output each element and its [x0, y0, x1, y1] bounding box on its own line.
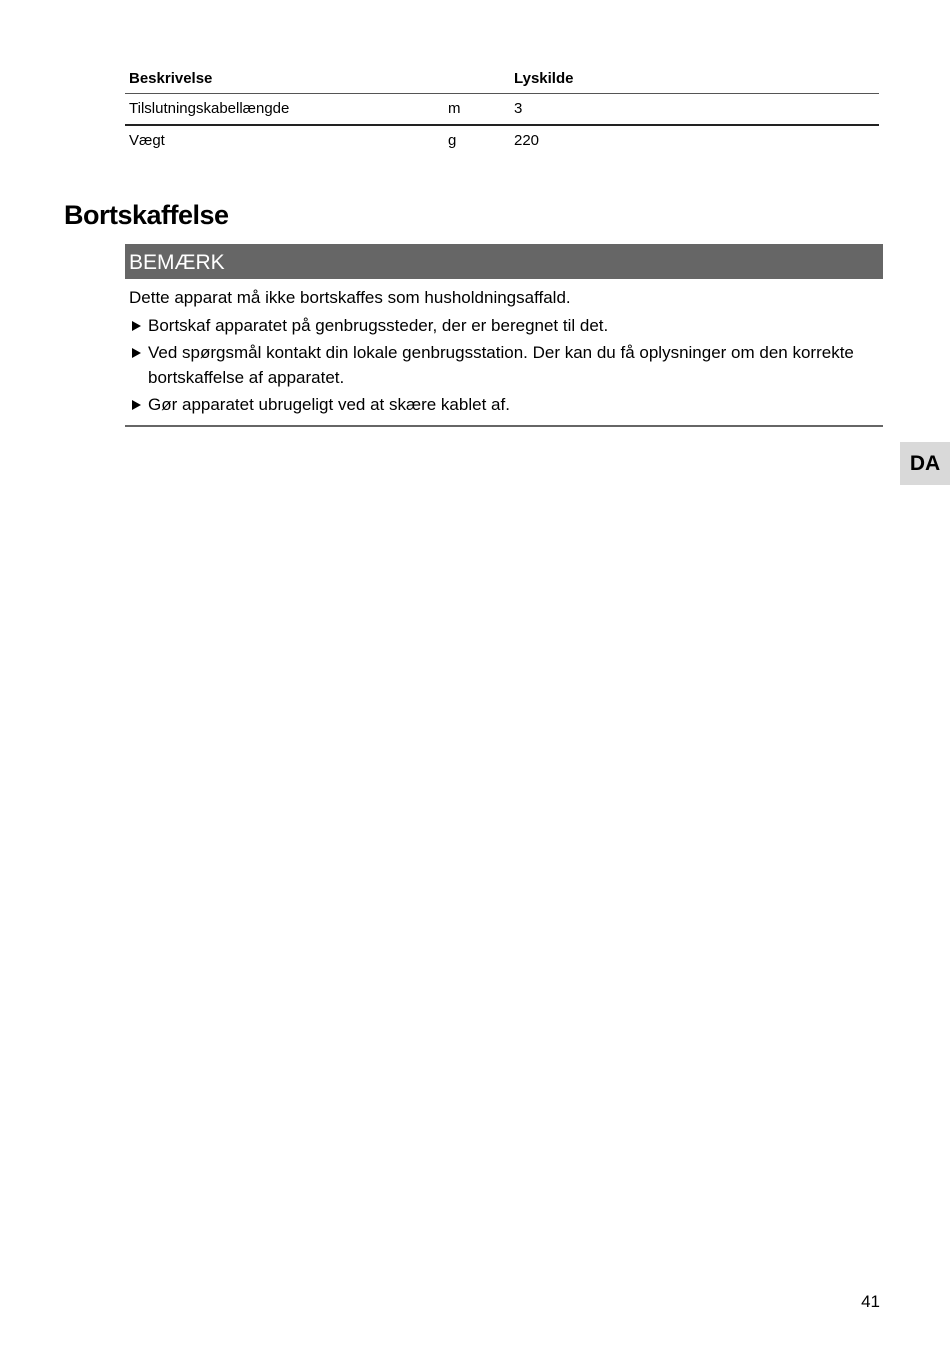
language-tab: DA: [900, 442, 950, 485]
list-item: [125, 313, 883, 338]
row-unit: g: [448, 132, 457, 149]
header-description: Beskrivelse: [129, 70, 213, 87]
list-item-text: Gør apparatet ubrugeligt ved at skære kablet af.: [148, 395, 510, 414]
row-value: 220: [514, 132, 540, 149]
bullet-arrow-icon: [132, 321, 141, 331]
page-number: 41: [861, 1292, 880, 1311]
row-description: Vægt: [129, 132, 165, 149]
notice-header: BEMÆRK: [125, 244, 883, 279]
list-item-text: Ved spørgsmål kontakt din lokale genbrugsstation. Der kan du få oplysninger om den korrekte bortskaffelse af apparatet.: [148, 343, 854, 387]
list-item: [125, 392, 883, 417]
list-item: [125, 340, 883, 390]
header-value: Lyskilde: [514, 70, 574, 87]
table-row: [125, 126, 879, 156]
spec-table-header: [125, 62, 879, 94]
table-row: [125, 94, 879, 126]
notice-box: [125, 244, 883, 427]
row-description: Tilslutningskabellængde: [129, 100, 290, 117]
notice-intro: Dette apparat må ikke bortskaffes som husholdningsaffald.: [129, 288, 571, 307]
bullet-arrow-icon: [132, 348, 141, 358]
list-item-text: Bortskaf apparatet på genbrugssteder, der er beregnet til det.: [148, 316, 609, 335]
notice-list: [125, 313, 883, 417]
notice-body: [125, 279, 883, 427]
section-title: Bortskaffelse: [64, 200, 229, 230]
bullet-arrow-icon: [132, 400, 141, 410]
row-value: 3: [514, 100, 523, 117]
row-unit: m: [448, 100, 461, 117]
spec-table: [125, 62, 879, 156]
